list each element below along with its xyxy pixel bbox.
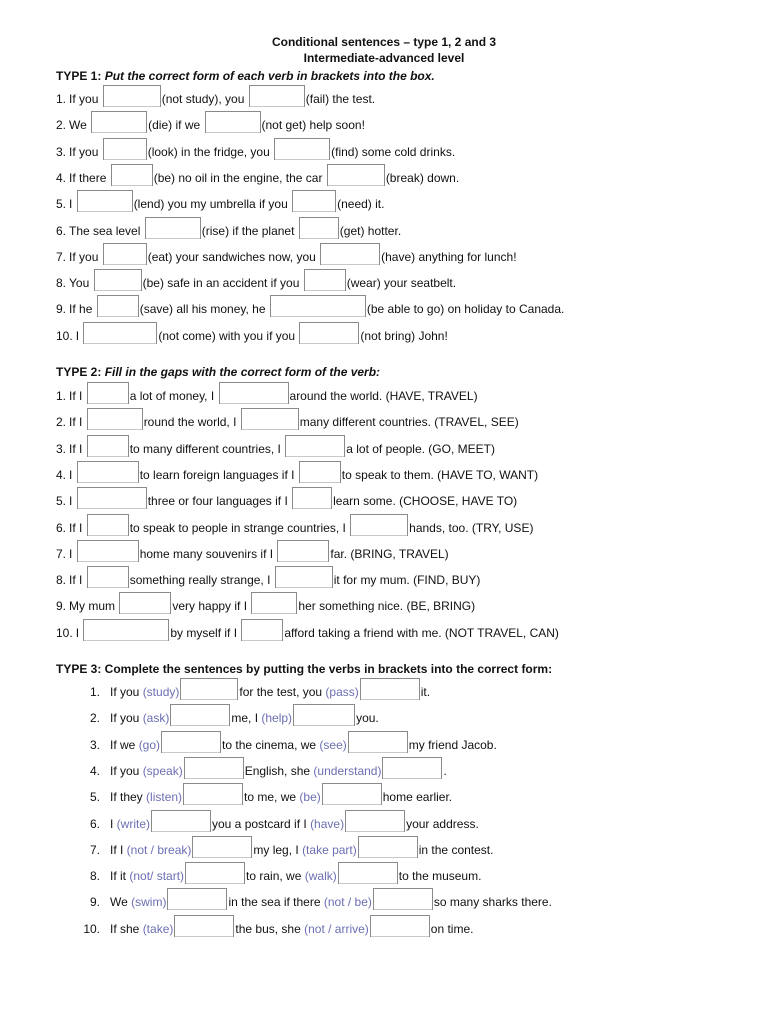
answer-box[interactable] — [348, 731, 408, 753]
answer-box[interactable] — [103, 85, 161, 107]
sentence-text: (not bring) John! — [360, 328, 448, 343]
sentence-text: (lend) you my umbrella if you — [133, 197, 292, 212]
type1-label: TYPE 1: — [56, 69, 105, 83]
answer-box[interactable] — [83, 322, 157, 344]
answer-box[interactable] — [87, 566, 129, 588]
sentence-text: in the contest. — [418, 842, 494, 857]
verb-hint: (take part) — [302, 842, 357, 857]
answer-box[interactable] — [241, 619, 283, 641]
sentence-number: 2. — [56, 415, 67, 430]
sentence-number: 5. — [89, 790, 100, 805]
sentence-text: My mum — [69, 599, 119, 614]
verb-hint: (be) — [299, 790, 321, 805]
sentence-number: 10. — [83, 921, 100, 936]
sentence-text: (be able to go) on holiday to Canada. — [366, 302, 565, 317]
answer-box[interactable] — [77, 487, 147, 509]
sentence-text: If it — [110, 869, 130, 884]
type2-sentence — [56, 621, 559, 641]
sentence-text: the bus, she — [235, 921, 305, 936]
sentence-number: 3. — [89, 737, 100, 752]
answer-box[interactable] — [320, 243, 380, 265]
sentence-number: 8. — [56, 573, 67, 588]
sentence-text: (break) down. — [385, 170, 460, 185]
sentence-text: your address. — [406, 816, 479, 831]
sentence-text: If you — [69, 92, 102, 106]
answer-box[interactable] — [97, 295, 139, 317]
type3-sentence — [78, 838, 493, 858]
sentence-text: If you — [69, 249, 102, 264]
answer-box[interactable] — [382, 757, 442, 779]
sentence-number: 8. — [89, 869, 100, 884]
type2-sentence — [56, 542, 449, 562]
verb-hint: (pass) — [325, 685, 359, 699]
type1-sentence — [56, 87, 375, 107]
sentence-text: round the world, I — [143, 415, 240, 430]
verb-hint: (ask) — [142, 711, 170, 726]
sentence-text: We — [110, 895, 132, 910]
answer-box[interactable] — [270, 295, 366, 317]
answer-box[interactable] — [285, 435, 345, 457]
sentence-text: her something nice. (BE, BRING) — [298, 599, 476, 614]
sentence-number: 9. — [56, 302, 67, 317]
sentence-text: far. (BRING, TRAVEL) — [330, 546, 449, 561]
sentence-text: in the sea if there — [228, 895, 324, 910]
answer-box[interactable] — [180, 678, 238, 700]
type2-sentence — [56, 437, 495, 457]
answer-box[interactable] — [299, 217, 339, 239]
answer-box[interactable] — [77, 540, 139, 562]
type2-sentence — [56, 594, 475, 614]
sentence-text: If I — [69, 441, 86, 456]
sentence-text: (wear) your seatbelt. — [346, 276, 457, 291]
sentence-text: I — [69, 467, 76, 482]
verb-hint: (speak) — [142, 763, 183, 778]
sentence-text: If you — [110, 685, 143, 699]
sentence-text: (save) all his money, he — [139, 302, 269, 317]
sentence-text: If they — [110, 790, 147, 805]
sentence-text: The sea level — [69, 223, 144, 238]
sentence-text: (eat) your sandwiches now, you — [147, 249, 320, 264]
answer-box[interactable] — [77, 461, 139, 483]
sentence-number: 1. — [56, 92, 67, 106]
sentence-text: (not study), you — [161, 92, 248, 106]
sentence-text: I — [69, 546, 76, 561]
answer-box[interactable] — [338, 862, 398, 884]
sentence-text: to me, we — [244, 790, 300, 805]
answer-box[interactable] — [119, 592, 171, 614]
answer-box[interactable] — [292, 487, 332, 509]
type1-sentence — [56, 140, 455, 160]
sentence-text: If I — [69, 520, 86, 535]
sentence-text: I — [110, 816, 117, 831]
sentence-number: 6. — [56, 223, 67, 238]
type2-heading — [56, 365, 380, 379]
answer-box[interactable] — [174, 915, 234, 937]
sentence-number: 7. — [56, 249, 67, 264]
answer-box[interactable] — [192, 836, 252, 858]
sentence-text: me, I — [231, 711, 262, 726]
type3-sentence — [78, 785, 452, 805]
type3-sentence — [78, 812, 479, 832]
sentence-text: on time. — [430, 921, 474, 936]
sentence-text: . — [443, 763, 447, 778]
answer-box[interactable] — [151, 810, 211, 832]
verb-hint: (study) — [142, 685, 180, 699]
sentence-number: 8. — [56, 276, 67, 291]
sentence-text: home earlier. — [382, 790, 453, 805]
sentence-text: (look) in the fridge, you — [147, 144, 274, 159]
sentence-text: my friend Jacob. — [408, 737, 497, 752]
sentence-text: I — [75, 625, 83, 640]
answer-box[interactable] — [304, 269, 346, 291]
sentence-number: 10. — [56, 625, 73, 640]
sentence-text: (find) some cold drinks. — [331, 144, 456, 159]
sentence-text: (get) hotter. — [339, 223, 402, 238]
sentence-text: (die) if we — [148, 118, 204, 133]
verb-hint: (go) — [138, 737, 161, 752]
sentence-text: so many sharks there. — [433, 895, 552, 910]
answer-box[interactable] — [145, 217, 201, 239]
answer-box[interactable] — [292, 190, 336, 212]
sentence-text: If we — [110, 737, 139, 752]
answer-box[interactable] — [167, 888, 227, 910]
verb-hint: (walk) — [304, 869, 337, 884]
sentence-text: If there — [69, 170, 110, 185]
sentence-text: (not come) with you if you — [158, 328, 299, 343]
worksheet-title: Conditional sentences – type 1, 2 and 3 — [271, 35, 497, 49]
answer-box[interactable] — [103, 138, 147, 160]
answer-box[interactable] — [94, 269, 142, 291]
sentence-text: (have) anything for lunch! — [381, 249, 517, 264]
sentence-text: you a postcard if I — [212, 816, 311, 831]
answer-box[interactable] — [345, 810, 405, 832]
verb-hint: (understand) — [313, 763, 382, 778]
sentence-text: you. — [356, 711, 379, 726]
answer-box[interactable] — [83, 619, 169, 641]
type2-sentence — [56, 568, 480, 588]
answer-box[interactable] — [77, 190, 133, 212]
sentence-number: 3. — [56, 441, 67, 456]
worksheet-subtitle: Intermediate-advanced level — [303, 51, 465, 65]
type3-sentence — [78, 917, 473, 937]
type1-instruction: Put the correct form of each verb in brackets into the box. — [104, 69, 435, 83]
sentence-text: If she — [110, 921, 143, 936]
answer-box[interactable] — [87, 382, 129, 404]
sentence-text: (fail) the test. — [305, 92, 376, 106]
sentence-number: 4. — [56, 467, 67, 482]
sentence-text: (not get) help soon! — [261, 118, 365, 133]
sentence-text: to the cinema, we — [222, 737, 320, 752]
sentence-number: 9. — [56, 599, 67, 614]
answer-box[interactable] — [350, 514, 408, 536]
sentence-number: 4. — [56, 170, 67, 185]
type2-sentence — [56, 489, 517, 509]
sentence-number: 1. — [56, 389, 67, 403]
sentence-text: many different countries. (TRAVEL, SEE) — [299, 415, 519, 430]
answer-box[interactable] — [249, 85, 305, 107]
sentence-text: for the test, you — [239, 685, 326, 699]
sentence-text: around the world. (HAVE, TRAVEL) — [289, 389, 478, 403]
type1-sentence — [56, 271, 456, 291]
sentence-number: 10. — [56, 328, 73, 343]
verb-hint: (help) — [261, 711, 293, 726]
type3-sentence — [78, 733, 497, 753]
sentence-text: English, she — [244, 763, 314, 778]
answer-box[interactable] — [277, 540, 329, 562]
sentence-number: 5. — [56, 494, 67, 509]
verb-hint: (have) — [310, 816, 345, 831]
type2-sentence — [56, 384, 478, 404]
type1-sentence — [56, 324, 448, 344]
type2-sentence — [56, 410, 519, 430]
type1-sentence — [56, 219, 401, 239]
type2-label: TYPE 2: — [56, 365, 105, 379]
sentence-text: If I — [110, 842, 127, 857]
answer-box[interactable] — [274, 138, 330, 160]
answer-box[interactable] — [205, 111, 261, 133]
sentence-number: 1. — [89, 685, 100, 699]
answer-box[interactable] — [275, 566, 333, 588]
sentence-text: my leg, I — [253, 842, 303, 857]
type3-heading: TYPE 3: Complete the sentences by putting the verbs in brackets into the correct form: — [56, 662, 553, 676]
verb-hint: (write) — [116, 816, 150, 831]
sentence-text: to learn foreign languages if I — [139, 467, 298, 482]
answer-box[interactable] — [370, 915, 430, 937]
sentence-text: by myself if I — [170, 625, 241, 640]
type2-instruction: Fill in the gaps with the correct form of the verb: — [104, 365, 381, 379]
answer-box[interactable] — [322, 783, 382, 805]
sentence-text: If he — [69, 302, 96, 317]
answer-box[interactable] — [183, 783, 243, 805]
type3-sentence — [78, 890, 552, 910]
sentence-text: to rain, we — [246, 869, 305, 884]
answer-box[interactable] — [91, 111, 147, 133]
sentence-text: (be) no oil in the engine, the car — [153, 170, 326, 185]
sentence-text: I — [75, 328, 83, 343]
answer-box[interactable] — [299, 461, 341, 483]
type3-sentence — [78, 759, 447, 779]
sentence-text: to speak to them. (HAVE TO, WANT) — [341, 467, 539, 482]
sentence-text: If you — [110, 711, 143, 726]
answer-box[interactable] — [373, 888, 433, 910]
answer-box[interactable] — [358, 836, 418, 858]
type3-sentence — [78, 706, 379, 726]
verb-hint: (not/ start) — [129, 869, 185, 884]
sentence-text: three or four languages if I — [147, 494, 292, 509]
sentence-text: (be) safe in an accident if you — [142, 276, 303, 291]
answer-box[interactable] — [87, 408, 143, 430]
sentence-text: I — [69, 494, 76, 509]
type3-sentence — [78, 864, 481, 884]
answer-box[interactable] — [161, 731, 221, 753]
sentence-text: it for my mum. (FIND, BUY) — [333, 573, 481, 588]
answer-box[interactable] — [111, 164, 153, 186]
type1-sentence — [56, 297, 564, 317]
sentence-text: to the museum. — [398, 869, 482, 884]
answer-box[interactable] — [251, 592, 297, 614]
answer-box[interactable] — [87, 435, 129, 457]
sentence-text: a lot of money, I — [129, 389, 218, 403]
type2-sentence — [56, 463, 538, 483]
sentence-text: to speak to people in strange countries, I — [129, 520, 350, 535]
sentence-text: home many souvenirs if I — [139, 546, 277, 561]
sentence-text: If I — [69, 573, 86, 588]
answer-box[interactable] — [103, 243, 147, 265]
sentence-number: 9. — [89, 895, 100, 910]
sentence-text: it. — [420, 685, 431, 699]
sentence-text: If you — [69, 144, 102, 159]
answer-box[interactable] — [241, 408, 299, 430]
sentence-text: very happy if I — [172, 599, 251, 614]
sentence-number: 2. — [56, 118, 67, 133]
sentence-number: 7. — [56, 546, 67, 561]
sentence-text: You — [69, 276, 93, 291]
sentence-text: hands, too. (TRY, USE) — [409, 520, 534, 535]
answer-box[interactable] — [360, 678, 420, 700]
sentence-text: to many different countries, I — [129, 441, 285, 456]
type1-sentence — [56, 245, 517, 265]
verb-hint: (listen) — [146, 790, 183, 805]
answer-box[interactable] — [219, 382, 289, 404]
sentence-text: If I — [69, 415, 86, 430]
verb-hint: (see) — [319, 737, 347, 752]
type1-sentence — [56, 166, 459, 186]
type3-sentence — [78, 680, 430, 700]
answer-box[interactable] — [327, 164, 385, 186]
sentence-number: 6. — [89, 816, 100, 831]
sentence-number: 3. — [56, 144, 67, 159]
type2-sentence — [56, 516, 533, 536]
sentence-text: (rise) if the planet — [201, 223, 298, 238]
answer-box[interactable] — [170, 704, 230, 726]
verb-hint: (not / arrive) — [304, 921, 369, 936]
sentence-number: 7. — [89, 842, 100, 857]
sentence-text: learn some. (CHOOSE, HAVE TO) — [333, 494, 518, 509]
sentence-text: I — [69, 197, 76, 212]
answer-box[interactable] — [87, 514, 129, 536]
sentence-text: If you — [110, 763, 143, 778]
answer-box[interactable] — [185, 862, 245, 884]
sentence-number: 6. — [56, 520, 67, 535]
verb-hint: (not / be) — [323, 895, 372, 910]
answer-box[interactable] — [184, 757, 244, 779]
verb-hint: (swim) — [131, 895, 167, 910]
sentence-number: 2. — [89, 711, 100, 726]
sentence-text: a lot of people. (GO, MEET) — [346, 441, 495, 456]
answer-box[interactable] — [293, 704, 355, 726]
sentence-text: afford taking a friend with me. (NOT TRAVEL, CAN) — [284, 625, 559, 640]
sentence-text: (need) it. — [337, 197, 385, 212]
type1-heading — [56, 69, 435, 83]
sentence-number: 5. — [56, 197, 67, 212]
sentence-text: If I — [69, 389, 86, 403]
sentence-number: 4. — [89, 763, 100, 778]
type1-sentence — [56, 192, 384, 212]
answer-box[interactable] — [299, 322, 359, 344]
verb-hint: (not / break) — [126, 842, 192, 857]
sentence-text: We — [69, 118, 91, 133]
type1-sentence — [56, 113, 365, 133]
verb-hint: (take) — [142, 921, 174, 936]
sentence-text: something really strange, I — [129, 573, 274, 588]
